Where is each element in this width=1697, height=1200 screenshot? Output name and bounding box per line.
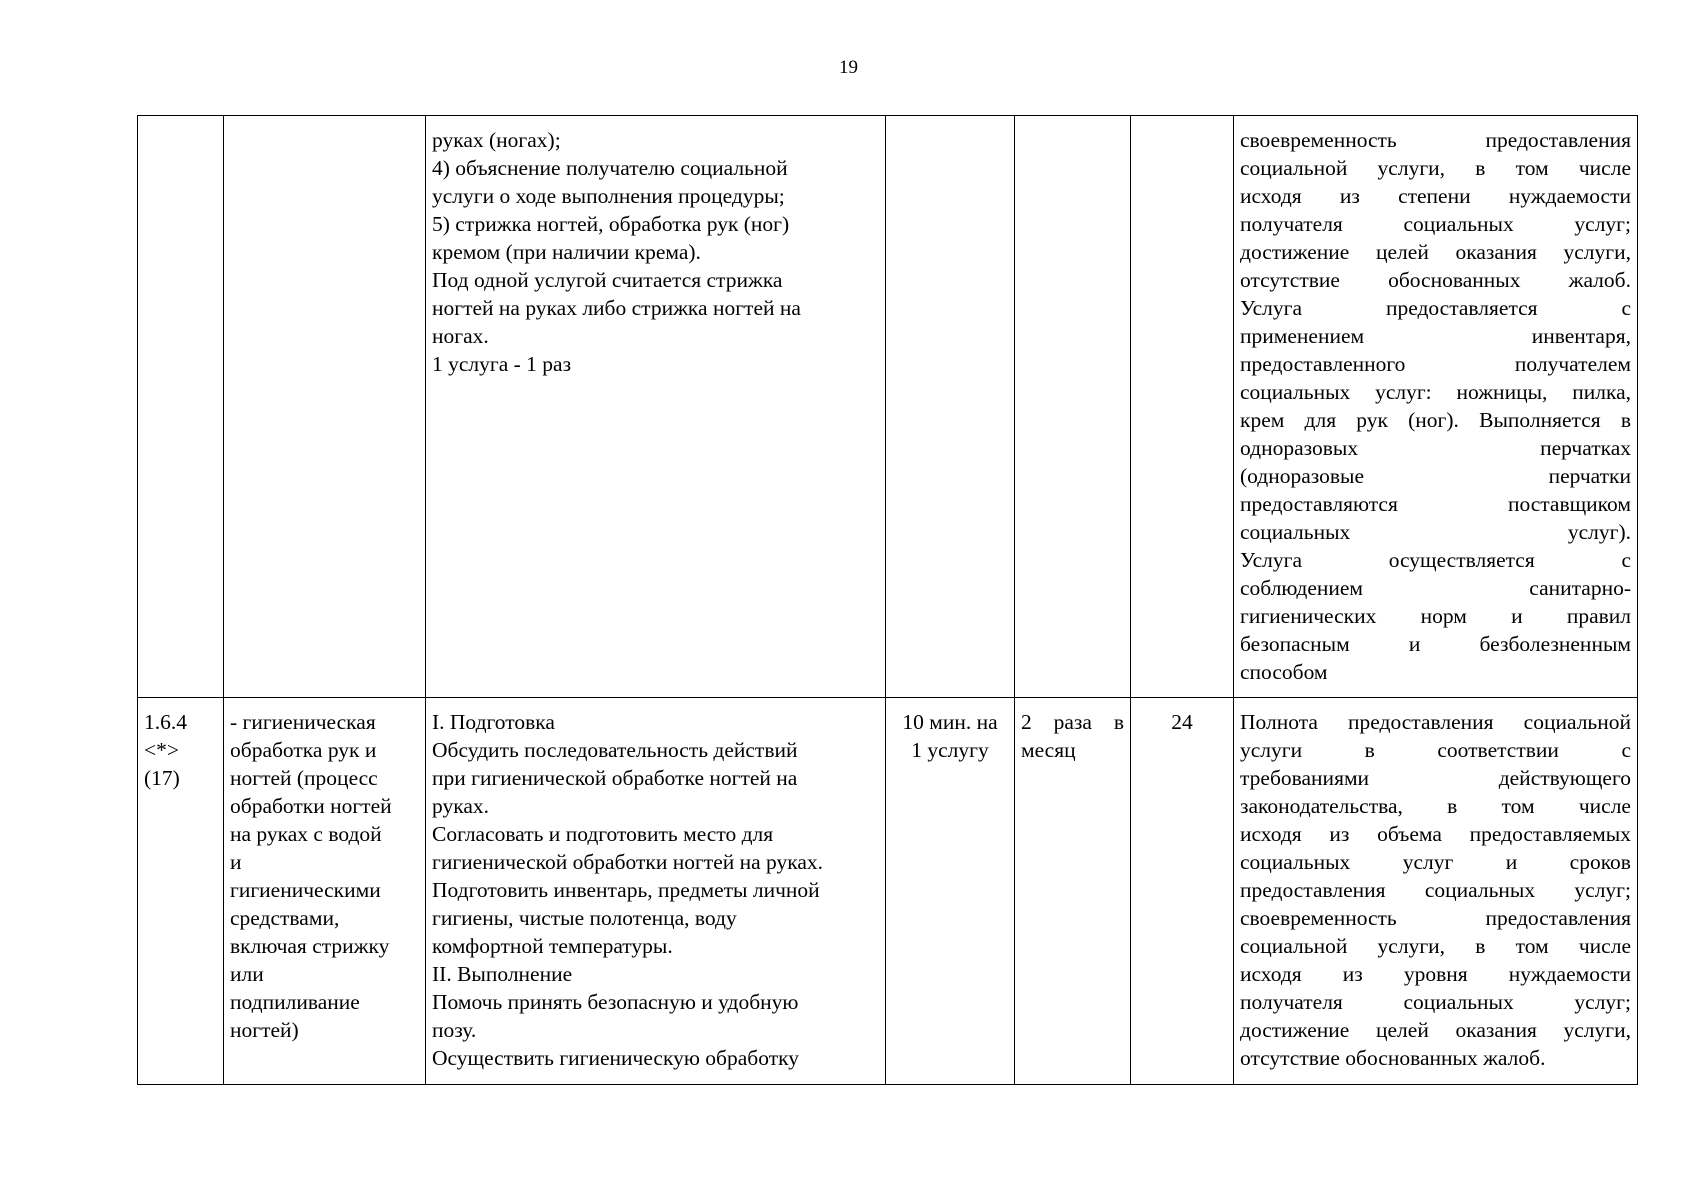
- cell-text-line: кремом (при наличии крема).: [432, 240, 701, 264]
- services-table: [137, 115, 1638, 1085]
- cell-text-line: исходя из степени нуждаемости: [1240, 184, 1631, 208]
- cell-text-line: ногтей на руках либо стрижка ногтей на: [432, 296, 801, 320]
- cell-text-line: требованиями действующего: [1240, 766, 1631, 790]
- cell-text-line: обработки ногтей: [230, 794, 392, 818]
- cell-text-line: применением инвентаря,: [1240, 324, 1631, 348]
- cell-text-line: или: [230, 962, 264, 986]
- cell-text-line: 4) объяснение получателю социальной: [432, 156, 788, 180]
- service-frequency-cell: [1015, 698, 1131, 1085]
- service-frequency-cell: [1015, 116, 1131, 698]
- cell-text-line: социальных услуг и сроков: [1240, 850, 1631, 874]
- cell-text-line: исходя из объема предоставляемых: [1240, 822, 1631, 846]
- service-number-cell: [138, 116, 224, 698]
- cell-text-line: II. Выполнение: [432, 962, 573, 986]
- service-volume-cell: [1131, 116, 1234, 698]
- cell-text-line: законодательства, в том числе: [1240, 794, 1631, 818]
- cell-text-line: безопасным и безболезненным: [1240, 632, 1631, 656]
- cell-text-line: Услуга предоставляется с: [1240, 296, 1631, 320]
- service-quality-cell: [1234, 698, 1638, 1085]
- cell-text-line: включая стрижку: [230, 934, 390, 958]
- cell-text-line: Осуществить гигиеническую обработку: [432, 1046, 799, 1070]
- table-row: [138, 116, 1638, 698]
- cell-text-line: одноразовых перчатках: [1240, 436, 1631, 460]
- cell-text-line: - гигиеническая: [230, 710, 376, 734]
- cell-text-line: I. Подготовка: [432, 710, 555, 734]
- cell-text-line: 1.6.4: [144, 710, 187, 734]
- cell-text-line: получателя социальных услуг;: [1240, 212, 1631, 236]
- service-number-cell: [138, 698, 224, 1085]
- cell-text-line: руках.: [432, 794, 490, 818]
- cell-text-line: услуги в соответствии с: [1240, 738, 1631, 762]
- cell-text-line: гигиены, чистые полотенца, воду: [432, 906, 737, 930]
- service-quality-cell: [1234, 116, 1638, 698]
- cell-text-line: руках (ногах);: [432, 128, 561, 152]
- cell-text-line: <*>: [144, 738, 180, 762]
- cell-text-line: Под одной услугой считается стрижка: [432, 268, 783, 292]
- cell-text-line: получателя социальных услуг;: [1240, 990, 1631, 1014]
- cell-text-line: (17): [144, 766, 180, 790]
- cell-text-line: ногах.: [432, 324, 489, 348]
- cell-text-line: 1 услуга - 1 раз: [432, 352, 572, 376]
- cell-text-line: Услуга осуществляется с: [1240, 548, 1631, 572]
- cell-text-line: ногтей): [230, 1018, 299, 1042]
- cell-text-line: социальной услуги, в том числе: [1240, 934, 1631, 958]
- cell-text-line: при гигиенической обработке ногтей на: [432, 766, 798, 790]
- cell-text-line: предоставленного получателем: [1240, 352, 1631, 376]
- service-content-cell: [426, 116, 886, 698]
- cell-text-line: своевременность предоставления: [1240, 906, 1631, 930]
- service-name-cell: [224, 698, 426, 1085]
- cell-text-line: предоставляются поставщиком: [1240, 492, 1631, 516]
- cell-text-line: 10 мин. на: [902, 710, 998, 734]
- cell-text-line: услуги о ходе выполнения процедуры;: [432, 184, 785, 208]
- cell-text-line: отсутствие обоснованных жалоб.: [1240, 268, 1631, 292]
- cell-text-line: социальной услуги, в том числе: [1240, 156, 1631, 180]
- cell-text-line: подпиливание: [230, 990, 360, 1014]
- service-name-cell: [224, 116, 426, 698]
- cell-text-line: крем для рук (ног). Выполняется в: [1240, 408, 1631, 432]
- cell-text-line: 5) стрижка ногтей, обработка рук (ног): [432, 212, 790, 236]
- cell-text-line: своевременность предоставления: [1240, 128, 1631, 152]
- cell-text-line: Полнота предоставления социальной: [1240, 710, 1631, 734]
- cell-text-line: комфортной температуры.: [432, 934, 673, 958]
- cell-text-line: гигиеническими: [230, 878, 381, 902]
- cell-text-line: Подготовить инвентарь, предметы личной: [432, 878, 820, 902]
- cell-text-line: гигиенических норм и правил: [1240, 604, 1631, 628]
- service-content-cell: [426, 698, 886, 1085]
- cell-text-line: предоставления социальных услуг;: [1240, 878, 1631, 902]
- cell-text-line: на руках с водой: [230, 822, 382, 846]
- cell-text-line: способом: [1240, 660, 1328, 684]
- cell-text-line: средствами,: [230, 906, 340, 930]
- cell-text-line: (одноразовые перчатки: [1240, 464, 1631, 488]
- cell-text-line: обработка рук и: [230, 738, 377, 762]
- cell-text-line: Согласовать и подготовить место для: [432, 822, 774, 846]
- cell-text-line: соблюдением санитарно-: [1240, 576, 1631, 600]
- cell-text-line: гигиенической обработки ногтей на руках.: [432, 850, 824, 874]
- cell-text-line: 1 услугу: [911, 738, 989, 762]
- table-row: [138, 698, 1638, 1085]
- cell-text-line: ногтей (процесс: [230, 766, 378, 790]
- cell-text-line: отсутствие обоснованных жалоб.: [1240, 1046, 1546, 1070]
- cell-text-line: социальных услуг).: [1240, 520, 1631, 544]
- cell-text-line: достижение целей оказания услуги,: [1240, 1018, 1631, 1042]
- service-volume-cell: 24: [1131, 698, 1234, 1085]
- cell-text-line: Обсудить последовательность действий: [432, 738, 798, 762]
- cell-text-line: исходя из уровня нуждаемости: [1240, 962, 1631, 986]
- service-time-cell: [886, 116, 1015, 698]
- cell-text-line: Помочь принять безопасную и удобную: [432, 990, 799, 1014]
- cell-text-line: социальных услуг: ножницы, пилка,: [1240, 380, 1631, 404]
- cell-text-line: месяц: [1021, 738, 1076, 762]
- service-time-cell: [886, 698, 1015, 1085]
- cell-text-line: позу.: [432, 1018, 477, 1042]
- page-number: 19: [839, 57, 858, 78]
- cell-text-line: 2 раза в: [1021, 710, 1124, 734]
- cell-text-line: и: [230, 850, 242, 874]
- cell-text-line: достижение целей оказания услуги,: [1240, 240, 1631, 264]
